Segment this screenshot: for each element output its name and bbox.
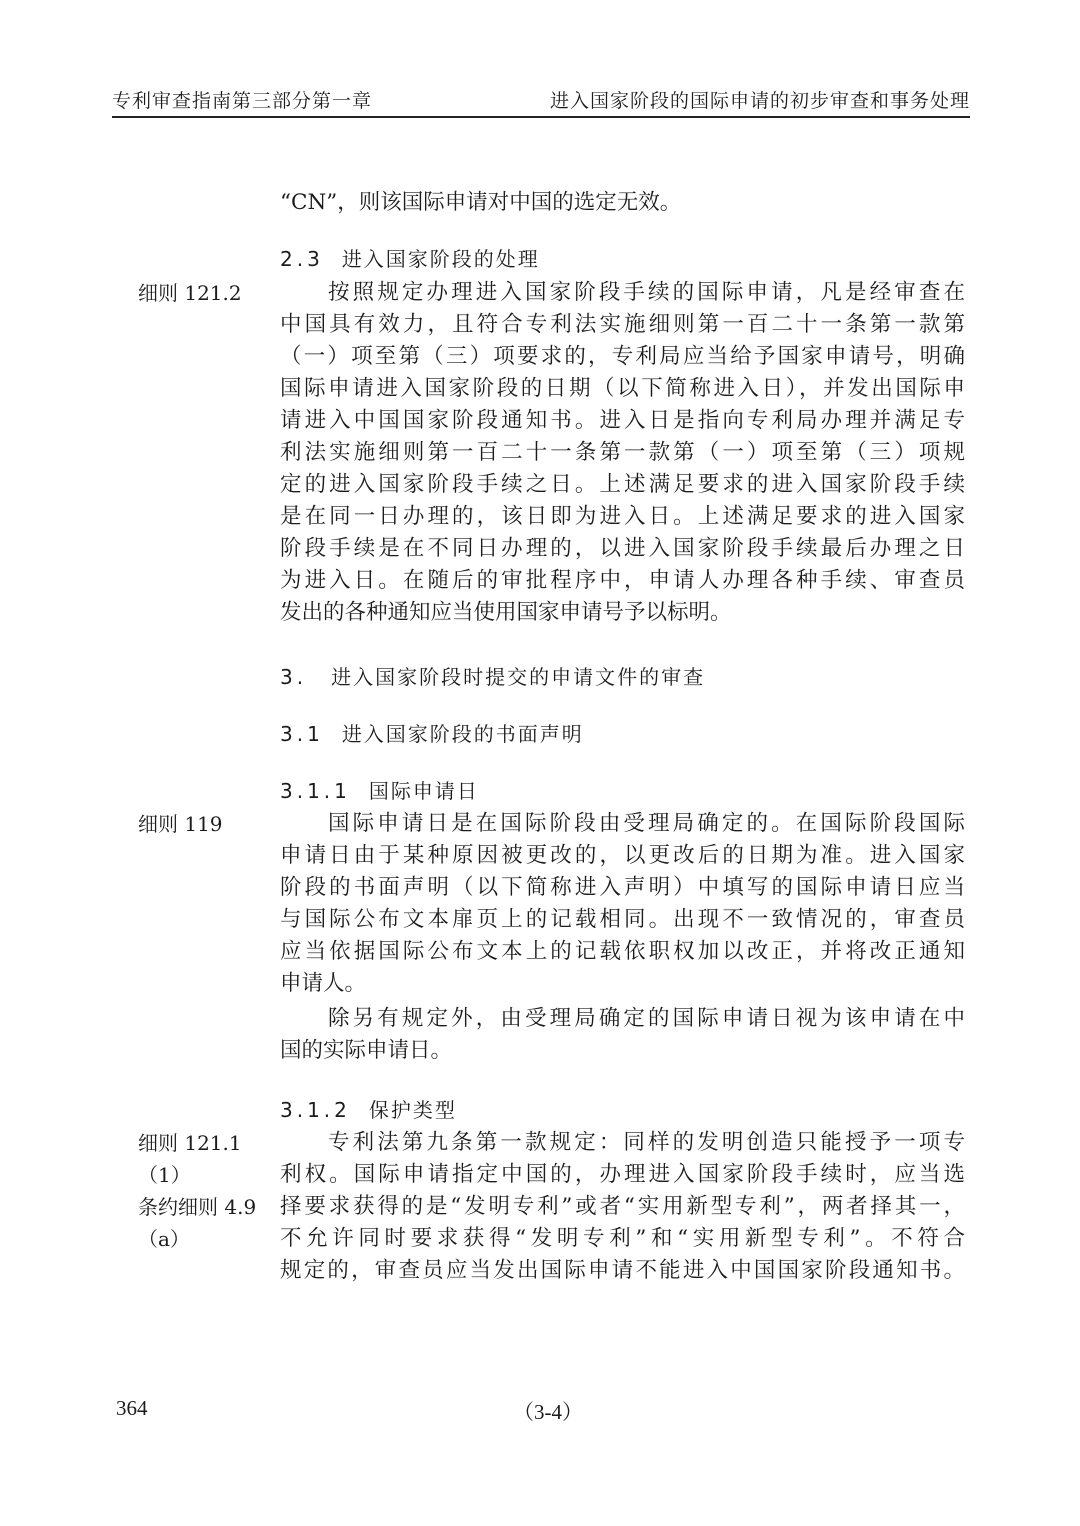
heading-3-number: 3. [280, 665, 308, 689]
heading-3-1-1-number: 3.1.1 [280, 779, 351, 803]
heading-3-1-1-title: 国际申请日 [368, 779, 479, 803]
body-line: 专利法第九条第一款规定：同样的发明创造只能授予一项专 [328, 1130, 965, 1155]
heading-3-title: 进入国家阶段时提交的申请文件的审查 [331, 665, 706, 689]
intro-line: “CN”，则该国际申请对中国的选定无效。 [280, 190, 682, 215]
margin-note-rule-121-2: 细则 121.2 [138, 281, 242, 305]
heading-2-3 [280, 244, 540, 274]
header-rule [112, 116, 970, 118]
running-header-left: 专利审查指南第三部分第一章 [112, 90, 373, 112]
body-line: 国际申请日是在国际阶段由受理局确定的。在国际阶段国际 [328, 811, 965, 836]
heading-3-1-1 [280, 776, 479, 806]
body-line: 申请人。 [280, 971, 367, 996]
margin-note-rule-119: 细则 119 [138, 812, 223, 836]
body-line: 利法实施细则第一百二十一条第一款第（一）项至第（三）项规 [280, 440, 965, 465]
heading-3-1-number: 3.1 [280, 722, 324, 746]
running-header-right: 进入国家阶段的国际申请的初步审查和事务处理 [549, 90, 970, 112]
body-line: 应当依据国际公布文本上的记载依职权加以改正，并将改正通知 [280, 939, 965, 964]
body-line: 不允许同时要求获得“发明专利”和“实用新型专利”。不符合 [280, 1226, 965, 1251]
body-line: 阶段的书面声明（以下简称进入声明）中填写的国际申请日应当 [280, 875, 965, 900]
body-line: 中国具有效力，且符合专利法实施细则第一百二十一条第一款第 [280, 312, 965, 337]
body-line: 国的实际申请日。 [280, 1038, 453, 1063]
body-line: 定的进入国家阶段手续之日。上述满足要求的进入国家阶段手续 [280, 472, 965, 497]
heading-3-1-title: 进入国家阶段的书面声明 [341, 722, 584, 746]
heading-3-1 [280, 719, 584, 749]
heading-3 [280, 662, 705, 692]
body-line: 规定的，审查员应当发出国际申请不能进入中国国家阶段通知书。 [280, 1258, 965, 1283]
body-line: 发出的各种通知应当使用国家申请号予以标明。 [280, 600, 732, 625]
body-line: （一）项至第（三）项要求的，专利局应当给予国家申请号，明确 [280, 344, 965, 369]
body-line: 按照规定办理进入国家阶段手续的国际申请，凡是经审查在 [328, 280, 965, 305]
body-line: 择要求获得的是“发明专利”或者“实用新型专利”，两者择其一， [280, 1194, 965, 1219]
heading-3-1-2-title: 保护类型 [368, 1098, 457, 1122]
margin-note-paren-1: （1） [138, 1163, 191, 1187]
margin-note-treaty-rule-4-9: 条约细则 4.9 [138, 1195, 257, 1219]
body-line: 与国际公布文本扉页上的记载相同。出现不一致情况的，审查员 [280, 907, 965, 932]
body-line: 阶段手续是在不同日办理的，以进入国家阶段手续最后办理之日 [280, 536, 965, 561]
body-line: 为进入日。在随后的审批程序中，申请人办理各种手续、审查员 [280, 568, 965, 593]
body-line: 请进入中国国家阶段通知书。进入日是指向专利局办理并满足专 [280, 408, 965, 433]
page-number: 364 [116, 1396, 148, 1420]
heading-2-3-title: 进入国家阶段的处理 [341, 247, 540, 271]
body-line: 是在同一日办理的，该日即为进入日。上述满足要求的进入国家 [280, 504, 965, 529]
section-page-ref: （3-4） [513, 1400, 583, 1424]
heading-2-3-number: 2.3 [280, 247, 324, 271]
margin-note-paren-a: （a） [138, 1227, 190, 1251]
heading-3-1-2 [280, 1095, 457, 1125]
margin-note-rule-121-1: 细则 121.1 [138, 1131, 242, 1155]
body-line: 除另有规定外，由受理局确定的国际申请日视为该申请在中 [328, 1006, 965, 1031]
body-line: 国际申请进入国家阶段的日期（以下简称进入日），并发出国际申 [280, 376, 965, 401]
body-line: 利权。国际申请指定中国的，办理进入国家阶段手续时，应当选 [280, 1162, 965, 1187]
heading-3-1-2-number: 3.1.2 [280, 1098, 351, 1122]
body-line: 申请日由于某种原因被更改的，以更改后的日期为准。进入国家 [280, 843, 965, 868]
